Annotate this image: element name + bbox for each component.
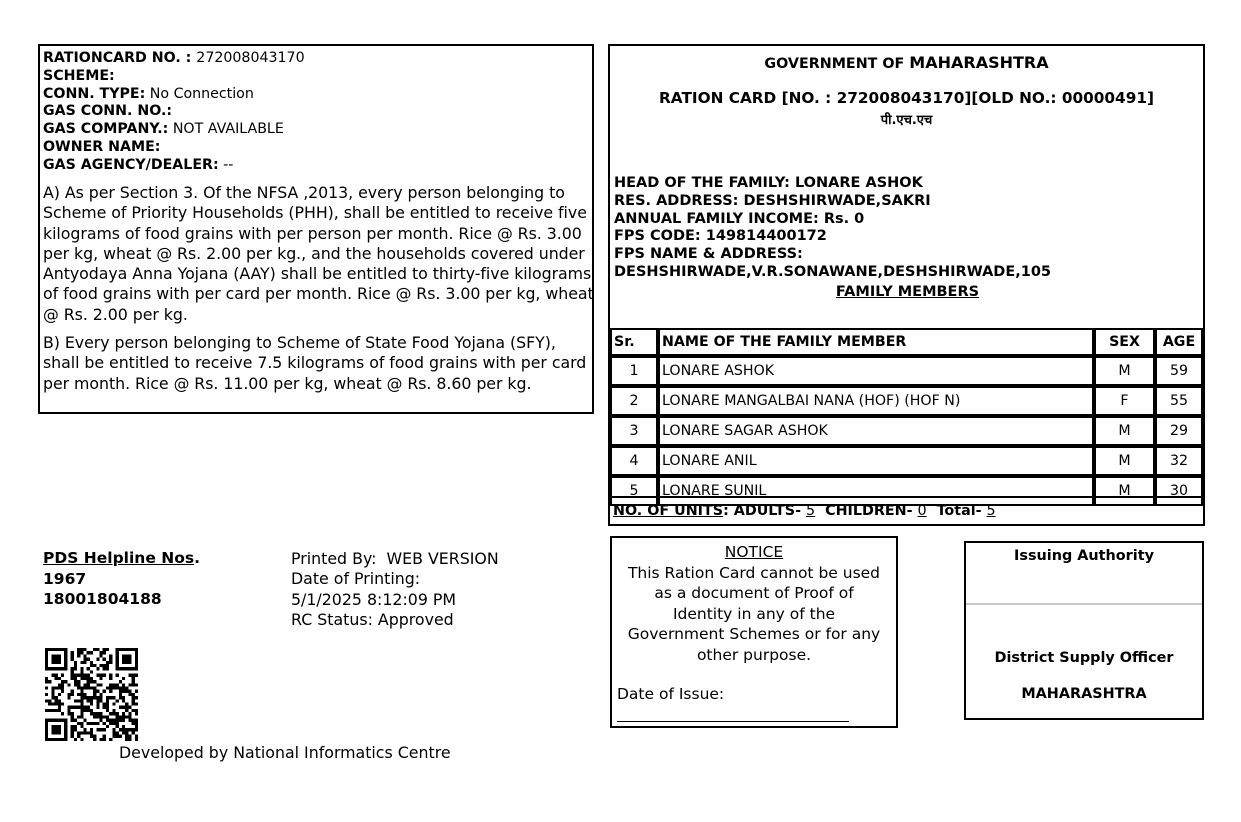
member-name: LONARE MANGALBAI NANA (HOF) (HOF N) [658, 386, 1094, 416]
member-sr: 1 [610, 356, 658, 386]
issuing-state: MAHARASHTRA [1021, 686, 1147, 702]
member-sr: 4 [610, 446, 658, 476]
member-name: LONARE SAGAR ASHOK [658, 416, 1094, 446]
total-count: 5 [986, 503, 996, 519]
member-sex: M [1094, 446, 1155, 476]
issuing-officer: District Supply Officer [994, 650, 1174, 666]
member-sr: 3 [610, 416, 658, 446]
header-sr: Sr. [610, 328, 658, 356]
member-sr: 2 [610, 386, 658, 416]
issuing-authority-box [964, 541, 1204, 720]
gas-connection-number-field: GAS CONN. NO.: [43, 103, 173, 120]
header-name: NAME OF THE FAMILY MEMBER [658, 328, 1094, 356]
notice-text: This Ration Card cannot be used as a document of Proof of Identity in any of the Government Schemes or for any other purpose. [627, 564, 881, 664]
units-summary: NO. OF UNITS: ADULTS- 5 CHILDREN- 0 Total- 5 [610, 496, 1203, 524]
annual-income: ANNUAL FAMILY INCOME: Rs. 0 [614, 210, 865, 227]
date-of-issue-label: Date of Issue: [617, 685, 725, 703]
date-of-printing-value: 5/1/2025 8:12:09 PM [291, 589, 457, 609]
nfsa-entitlement-paragraph: A) As per Section 3. Of the NFSA ,2013, every person belonging to Scheme of Priority Households (PHH), shall be entitled to receive five kilograms of food grains with per person per month. Rice @ Rs. 3.00 per kg, wheat @ Rs. 2.00 per kg., and the households covered under Antyodaya Anna Yojana (AAY) shall be entitled to thirty-five kilograms of food grains with per card per month. Rice @ Rs. 3.00 per kg, wheat @ Rs. 2.00 per kg. [43, 183, 594, 324]
adults-count: 5 [806, 503, 816, 519]
pds-helpline: PDS Helpline Nos. 1967 18001804188 [43, 549, 200, 608]
notice-box [610, 536, 898, 728]
government-title: GOVERNMENT OF MAHARASHTRA [764, 53, 1049, 72]
member-sex: F [1094, 386, 1155, 416]
children-count: 0 [917, 503, 927, 519]
helpline-number: 18001804188 [43, 590, 162, 608]
rc-status: RC Status: Approved [291, 610, 454, 630]
family-members-heading: FAMILY MEMBERS [835, 284, 980, 300]
gas-company-field: GAS COMPANY.: NOT AVAILABLE [43, 121, 284, 138]
date-of-printing-label: Date of Printing: [291, 569, 421, 589]
table-header-row [610, 328, 1203, 356]
qr-code-icon [45, 648, 138, 741]
signature-divider [966, 603, 1202, 605]
ration-card-number-field: RATIONCARD NO. : 272008043170 [43, 50, 305, 66]
family-members-table [610, 328, 1203, 506]
table-row [610, 416, 1203, 446]
member-age: 59 [1155, 356, 1203, 386]
notice-title: NOTICE [724, 543, 784, 561]
ration-card-title: RATION CARD [NO. : 272008043170][OLD NO.: 00000491] [659, 89, 1154, 107]
table-row [610, 356, 1203, 386]
ration-card-panel [608, 44, 1205, 526]
connection-type-field: CONN. TYPE: No Connection [43, 85, 254, 102]
member-sex: M [1094, 356, 1155, 386]
fps-name-label: FPS NAME & ADDRESS: [614, 246, 803, 263]
table-row [610, 446, 1203, 476]
developer-credit: Developed by National Informatics Centre [119, 743, 451, 762]
gas-connection-info-box [38, 44, 594, 414]
member-age: 32 [1155, 446, 1203, 476]
date-of-issue-line [617, 721, 849, 722]
owner-name-field: OWNER NAME: [43, 138, 161, 155]
member-name: LONARE ASHOK [658, 356, 1094, 386]
fps-code: FPS CODE: 149814400172 [614, 228, 827, 245]
print-info [291, 549, 499, 631]
scheme-field: SCHEME: [43, 67, 115, 84]
member-age: 30 [1155, 476, 1203, 506]
gas-agency-field: GAS AGENCY/DEALER: -- [43, 156, 234, 173]
member-name: LONARE SUNIL [658, 476, 1094, 506]
family-info [614, 175, 1051, 282]
residential-address: RES. ADDRESS: DESHSHIRWADE,SAKRI [614, 192, 931, 209]
printed-by: Printed By: WEB VERSION [291, 549, 499, 568]
sfy-entitlement-paragraph: B) Every person belonging to Scheme of State Food Yojana (SFY), shall be entitled to receive 7.5 kilograms of food grains with per card per month. Rice @ Rs. 11.00 per kg, wheat @ Rs. 8.60 per kg. [43, 333, 587, 393]
issuing-authority-title: Issuing Authority [1014, 548, 1154, 564]
member-sex: M [1094, 476, 1155, 506]
connection-details [43, 50, 305, 175]
head-of-family: HEAD OF THE FAMILY: LONARE ASHOK [614, 175, 923, 191]
member-age: 55 [1155, 386, 1203, 416]
member-sex: M [1094, 416, 1155, 446]
member-age: 29 [1155, 416, 1203, 446]
fps-address: DESHSHIRWADE,V.R.SONAWANE,DESHSHIRWADE,105 [614, 263, 1052, 280]
helpline-title: PDS Helpline Nos [43, 549, 195, 567]
table-row [610, 386, 1203, 416]
member-name: LONARE ANIL [658, 446, 1094, 476]
helpline-number: 1967 [43, 569, 87, 588]
member-sr: 5 [610, 476, 658, 506]
scheme-marathi-label: पी.एच.एच [880, 113, 933, 128]
header-sex: SEX [1094, 328, 1155, 356]
header-age: AGE [1155, 328, 1203, 356]
